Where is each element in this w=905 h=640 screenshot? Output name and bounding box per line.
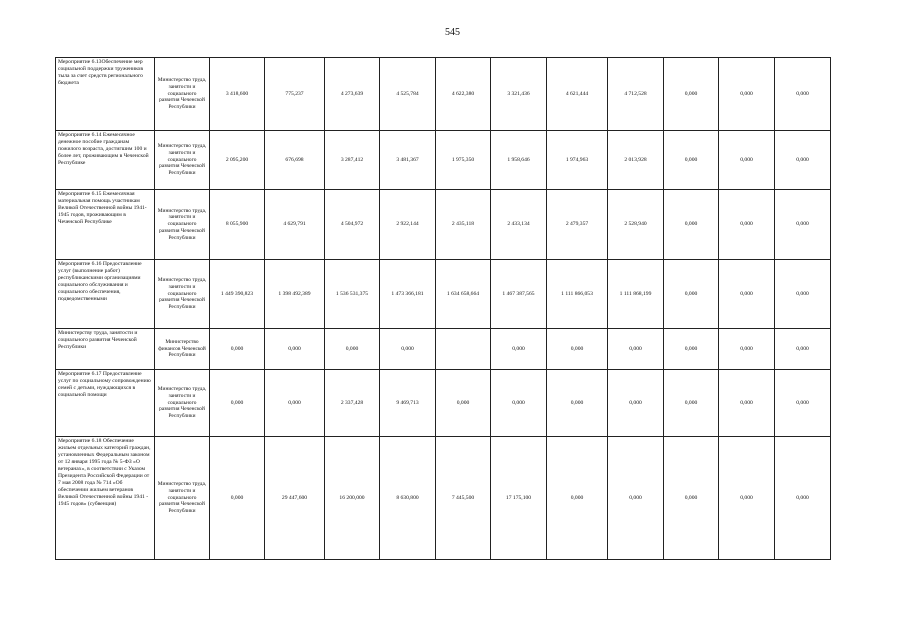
value-cell: 0,000 <box>775 260 831 329</box>
value-cell: 0,000 <box>719 131 775 190</box>
value-cell: 0,000 <box>719 58 775 131</box>
value-cell: 676,698 <box>265 131 325 190</box>
budget-table <box>55 57 831 560</box>
measure-cell: Мероприятие 6.16 Предоставление услуг (выполнение работ) республиканскими организациями социального обслуживания и социального обеспечения, подведомственными <box>56 260 155 329</box>
value-cell: 0,000 <box>210 370 265 437</box>
value-cell: 0,000 <box>664 190 719 260</box>
value-cell: 9 469,713 <box>380 370 436 437</box>
value-cell: 0,000 <box>547 370 608 437</box>
value-cell: 0,000 <box>210 329 265 370</box>
value-cell <box>436 329 491 370</box>
value-cell: 0,000 <box>608 329 664 370</box>
executor-cell: Министерство труда, занятости и социального развития Чеченской Республики <box>155 131 210 190</box>
value-cell: 4 504,972 <box>325 190 380 260</box>
table-row <box>56 260 831 329</box>
value-cell: 3 418,600 <box>210 58 265 131</box>
measure-cell: Мероприятие 6.17 Предоставление услуг по социальному сопровождению семей с детьми, нуждающихся в социальной помощи <box>56 370 155 437</box>
value-cell: 0,000 <box>719 329 775 370</box>
value-cell: 0,000 <box>719 437 775 560</box>
value-cell: 4 621,444 <box>547 58 608 131</box>
table-row <box>56 190 831 260</box>
value-cell: 0,000 <box>775 131 831 190</box>
value-cell: 0,000 <box>265 370 325 437</box>
value-cell: 0,000 <box>491 329 547 370</box>
value-cell: 7 445,500 <box>436 437 491 560</box>
measure-cell: Мероприятие 6.13Обеспечение мер социальной поддержки тружеников тыла за счет средств регионального бюджета <box>56 58 155 131</box>
value-cell: 2 337,428 <box>325 370 380 437</box>
value-cell: 4 712,528 <box>608 58 664 131</box>
value-cell: 16 200,000 <box>325 437 380 560</box>
value-cell: 1 398 492,389 <box>265 260 325 329</box>
value-cell: 0,000 <box>775 437 831 560</box>
value-cell: 2 433,134 <box>491 190 547 260</box>
value-cell: 775,237 <box>265 58 325 131</box>
value-cell: 0,000 <box>664 370 719 437</box>
value-cell: 0,000 <box>775 58 831 131</box>
value-cell: 3 481,367 <box>380 131 436 190</box>
table-row <box>56 58 831 131</box>
value-cell: 4 525,784 <box>380 58 436 131</box>
value-cell: 0,000 <box>547 437 608 560</box>
executor-cell: Министерство финансов Чеченской Республики <box>155 329 210 370</box>
value-cell: 4 629,791 <box>265 190 325 260</box>
executor-cell: Министерство труда, занятости и социального развития Чеченской Республики <box>155 58 210 131</box>
value-cell: 1 111 868,199 <box>608 260 664 329</box>
executor-cell: Министерство труда, занятости и социального развития Чеченской Республики <box>155 260 210 329</box>
table-row <box>56 370 831 437</box>
value-cell: 4 273,639 <box>325 58 380 131</box>
value-cell: 0,000 <box>325 329 380 370</box>
measure-cell: Мероприятие 6.15 Ежемесячная материальная помощь участникам Великой Отечественной войны 1941-1945 годов, проживающим в Чеченской Республике <box>56 190 155 260</box>
value-cell: 1 473 366,181 <box>380 260 436 329</box>
value-cell: 2 435,118 <box>436 190 491 260</box>
value-cell: 0,000 <box>664 58 719 131</box>
value-cell: 8 055,900 <box>210 190 265 260</box>
value-cell: 0,000 <box>547 329 608 370</box>
value-cell: 2 013,928 <box>608 131 664 190</box>
table-row <box>56 131 831 190</box>
value-cell: 3 287,412 <box>325 131 380 190</box>
executor-cell: Министерство труда, занятости и социального развития Чеченской Республики <box>155 370 210 437</box>
value-cell: 0,000 <box>265 329 325 370</box>
measure-cell: Мероприятие 6.14 Ежемесячное денежное пособие гражданам пожилого возраста, достигшим 100 и более лет, проживающим в Чеченской Республике <box>56 131 155 190</box>
value-cell: 8 630,800 <box>380 437 436 560</box>
value-cell: 0,000 <box>608 370 664 437</box>
value-cell: 0,000 <box>719 260 775 329</box>
value-cell: 1 536 531,375 <box>325 260 380 329</box>
value-cell: 29 447,600 <box>265 437 325 560</box>
value-cell: 0,000 <box>664 131 719 190</box>
value-cell: 1 449 390,823 <box>210 260 265 329</box>
value-cell: 1 634 658,664 <box>436 260 491 329</box>
value-cell: 2 095,200 <box>210 131 265 190</box>
table-row <box>56 329 831 370</box>
value-cell: 0,000 <box>719 190 775 260</box>
value-cell: 0,000 <box>775 190 831 260</box>
value-cell: 4 622,380 <box>436 58 491 131</box>
value-cell: 0,000 <box>664 329 719 370</box>
value-cell: 0,000 <box>664 260 719 329</box>
value-cell: 1 974,963 <box>547 131 608 190</box>
value-cell: 2 528,940 <box>608 190 664 260</box>
executor-cell: Министерство труда, занятости и социального развития Чеченской Республики <box>155 190 210 260</box>
value-cell: 0,000 <box>775 329 831 370</box>
value-cell: 2 479,357 <box>547 190 608 260</box>
value-cell: 0,000 <box>775 370 831 437</box>
value-cell: 3 321,436 <box>491 58 547 131</box>
value-cell: 1 975,350 <box>436 131 491 190</box>
value-cell: 0,000 <box>436 370 491 437</box>
measure-cell: Мероприятие 6.18 Обеспечение жильем отдельных категорий граждан, установленных Федеральным законом от 12 января 1995 года № 5-ФЗ «О ветеранах», в соответствии с Указом Президента Российской Федерации от 7 мая 2008 года № 714 «Об обеспечении жильем ветеранов Великой Отечественной войны 1941 - 1945 годов» (субвенция) <box>56 437 155 560</box>
value-cell: 0,000 <box>664 437 719 560</box>
value-cell: 1 958,646 <box>491 131 547 190</box>
value-cell: 0,000 <box>491 370 547 437</box>
value-cell: 2 922,144 <box>380 190 436 260</box>
page-number: 545 <box>445 27 460 38</box>
value-cell: 0,000 <box>608 437 664 560</box>
value-cell: 1 111 866,053 <box>547 260 608 329</box>
value-cell: 0,000 <box>380 329 436 370</box>
table-row <box>56 437 831 560</box>
measure-cell: Министерству труда, занятости и социального развития Чеченской Республики <box>56 329 155 370</box>
value-cell: 0,000 <box>719 370 775 437</box>
executor-cell: Министерство труда, занятости и социального развития Чеченской Республики <box>155 437 210 560</box>
value-cell: 0,000 <box>210 437 265 560</box>
value-cell: 1 467 387,565 <box>491 260 547 329</box>
value-cell: 17 175,100 <box>491 437 547 560</box>
